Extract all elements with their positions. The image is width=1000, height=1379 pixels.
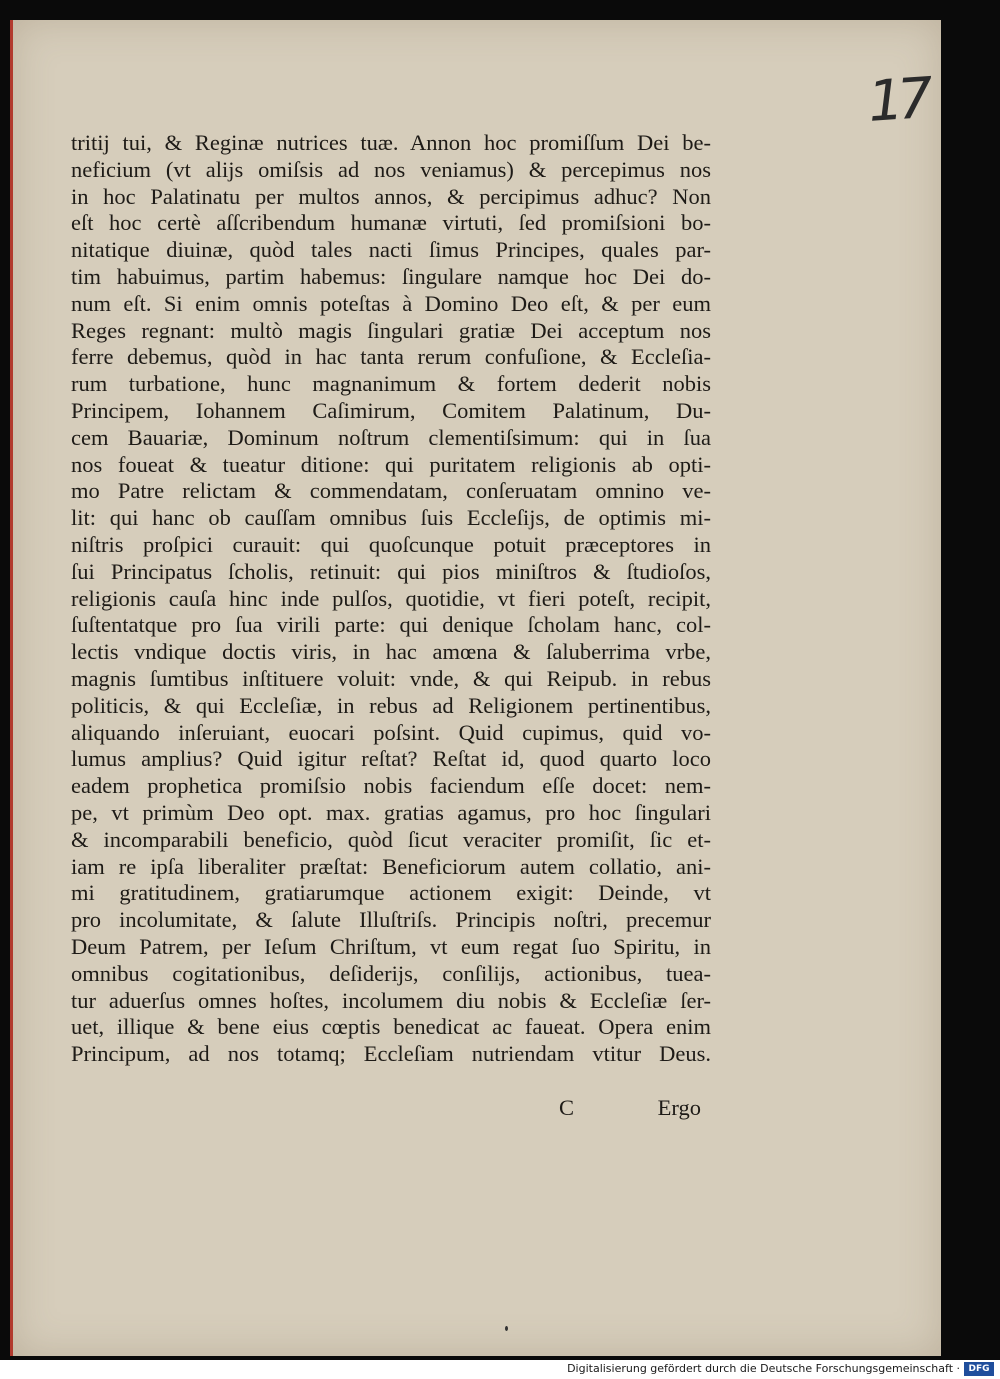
text-line: mi gratitudinem, gratiarumque actionem exigit: Deinde, vt	[71, 880, 711, 906]
funding-credit: Digitalisierung gefördert durch die Deutsche Forschungsgemeinschaft ·	[567, 1362, 960, 1375]
text-line: in hoc Palatinatu per multos annos, & percipimus adhuc? Non	[71, 183, 711, 209]
text-line: lit: qui hanc ob cauſſam omnibus ſuis Eccleſijs, de optimis mi-	[71, 505, 711, 531]
signature-mark: C	[559, 1095, 575, 1120]
text-line: tritij tui, & Reginæ nutrices tuæ. Annon hoc promiſſum Dei be-	[71, 130, 711, 155]
text-line: pro incolumitate, & ſalute Illuſtriſs. Principis noſtri, precemur	[71, 907, 711, 933]
text-line: pe, vt primùm Deo opt. max. gratias agamus, pro hoc ſingulari	[71, 799, 711, 825]
text-line: Deum Patrem, per Ieſum Chriſtum, vt eum regat ſuo Spiritu, in	[71, 933, 711, 959]
footer-bar	[0, 1360, 1000, 1379]
text-line: politicis, & qui Eccleſiæ, in rebus ad Religionem pertinentibus,	[71, 692, 711, 718]
text-line: & incomparabili beneficio, quòd ſicut veraciter promiſit, ſic et-	[71, 826, 711, 852]
text-line: tur aduerſus omnes hoſtes, incolumem diu nobis & Eccleſiæ ſer-	[71, 987, 711, 1013]
text-line: ſuſtentatque pro ſua virili parte: qui denique ſcholam hanc, col-	[71, 612, 711, 638]
body-text	[71, 130, 711, 1068]
text-line: Principem, Iohannem Caſimirum, Comitem Palatinum, Du-	[71, 397, 711, 423]
text-line: tim habuimus, partim habemus: ſingulare namque hoc Dei do-	[71, 263, 711, 289]
dfg-logo-icon: DFG	[964, 1362, 994, 1376]
text-line: niſtris proſpici curauit: qui quoſcunque potuit præceptores in	[71, 531, 711, 557]
text-line: lumus amplius? Quid igitur reſtat? Reſtat id, quod quarto loco	[71, 746, 711, 772]
catchword: Ergo	[657, 1095, 701, 1120]
text-line: mo Patre relictam & commendatam, conſeruatam omnino ve-	[71, 478, 711, 504]
book-page	[10, 20, 941, 1356]
text-line: uet, illique & bene eius cœptis benedicat ac faueat. Opera enim	[71, 1014, 711, 1040]
text-line: rum turbatione, hunc magnanimum & fortem dederit nobis	[71, 371, 711, 397]
text-line: nitatique diuinæ, quòd tales nacti ſimus Principes, quales par-	[71, 237, 711, 263]
text-line: num eſt. Si enim omnis poteſtas à Domino Deo eſt, & per eum	[71, 290, 711, 316]
text-line: religionis cauſa hinc inde pulſos, quotidie, vt fieri poteſt, recipit,	[71, 585, 711, 611]
text-line: eſt hoc certè aſſcribendum humanæ virtuti, ſed promiſsioni bo-	[71, 210, 711, 236]
text-line: cem Bauariæ, Dominum noſtrum clementiſsimum: qui in ſua	[71, 424, 711, 450]
folio-number: 17	[865, 66, 930, 135]
text-line: aliquando inſeruiant, euocari poſsint. Quid cupimus, quid vo-	[71, 719, 711, 745]
text-line: Principum, ad nos totamq; Eccleſiam nutriendam vtitur Deus.	[71, 1041, 711, 1067]
text-line: nos foueat & tueatur ditione: qui puritatem religionis ab opti-	[71, 451, 711, 477]
page-foot	[71, 1095, 711, 1123]
text-line: ferre debemus, quòd in hac tanta rerum confuſione, & Eccleſia-	[71, 344, 711, 370]
text-line: ſui Principatus ſcholis, retinuit: qui pios miniſtros & ſtudioſos,	[71, 558, 711, 584]
text-line: Reges regnant: multò magis ſingulari gratiæ Dei acceptum nos	[71, 317, 711, 343]
text-line: omnibus cogitationibus, deſiderijs, conſilijs, actionibus, tuea-	[71, 960, 711, 986]
text-line: neficium (vt alijs omiſsis ad nos veniamus) & percepimus nos	[71, 156, 711, 182]
text-line: magnis ſumtibus inſtituere voluit: vnde, & qui Reipub. in rebus	[71, 665, 711, 691]
text-line: eadem prophetica promiſsio nobis faciendum eſſe docet: nem-	[71, 773, 711, 799]
paper-speck	[505, 1326, 508, 1331]
text-line: iam re ipſa liberaliter præſtat: Beneficiorum autem collatio, ani-	[71, 853, 711, 879]
text-line: lectis vndique doctis viris, in hac amœna & ſaluberrima vrbe,	[71, 639, 711, 665]
